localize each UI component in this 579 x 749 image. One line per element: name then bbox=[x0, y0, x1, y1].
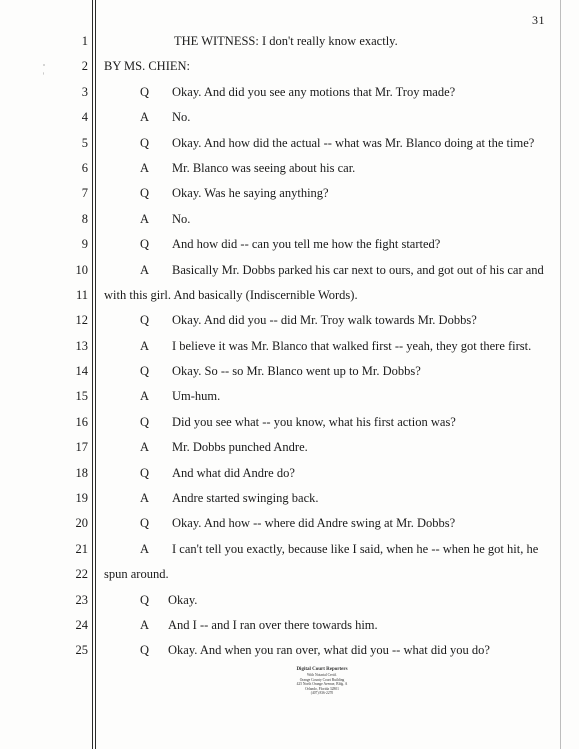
line-text: Did you see what -- you know, what his first action was? bbox=[172, 414, 456, 429]
speaker-label: A bbox=[140, 440, 150, 455]
line-text: Okay. Was he saying anything? bbox=[172, 186, 329, 201]
line-number: 15 bbox=[75, 389, 88, 404]
speaker-label: Q bbox=[140, 237, 150, 252]
line-text: BY MS. CHIEN: bbox=[104, 59, 191, 74]
line-number: 5 bbox=[81, 135, 88, 150]
line-number: 2 bbox=[81, 59, 88, 74]
transcript-line bbox=[0, 615, 579, 640]
speaker-label: Q bbox=[140, 643, 150, 658]
line-text: No. bbox=[172, 110, 191, 125]
speaker-label: A bbox=[140, 338, 150, 353]
transcript-line bbox=[0, 336, 579, 361]
line-number: 24 bbox=[75, 617, 88, 632]
line-text: Basically Mr. Dobbs parked his car next to ours, and got out of his car and bbox=[172, 262, 544, 277]
transcript-line bbox=[0, 82, 579, 107]
transcript-line bbox=[0, 234, 579, 259]
speaker-label: Q bbox=[140, 414, 150, 429]
speaker-label: Q bbox=[140, 84, 150, 99]
line-text: with this girl. And basically (Indiscernible Words). bbox=[104, 287, 358, 302]
line-text: THE WITNESS: I don't really know exactly. bbox=[174, 34, 398, 48]
reporter-address-line: 425 North Orange Avenue, Bldg. A bbox=[296, 682, 348, 687]
line-text: I believe it was Mr. Blanco that walked first -- yeah, they got there first. bbox=[172, 338, 532, 353]
transcript-line bbox=[0, 260, 579, 285]
line-number: 20 bbox=[75, 516, 88, 531]
speaker-label: A bbox=[140, 110, 150, 125]
line-text: And I -- and I ran over there towards him. bbox=[168, 617, 378, 632]
line-number: 4 bbox=[81, 110, 88, 125]
transcript-line bbox=[0, 463, 579, 488]
line-number: 19 bbox=[75, 491, 88, 506]
reporter-address-line: Orlando, Florida 32801 bbox=[305, 686, 339, 691]
speaker-label: A bbox=[140, 262, 150, 277]
line-number: 6 bbox=[81, 160, 88, 175]
court-reporter-stamp bbox=[277, 667, 367, 696]
speaker-label: Q bbox=[140, 516, 150, 531]
transcript-line bbox=[0, 158, 579, 183]
speaker-label: Q bbox=[140, 465, 150, 480]
line-text: Andre started swinging back. bbox=[172, 491, 319, 506]
line-text: Okay. And did you see any motions that Mr. Troy made? bbox=[172, 84, 456, 99]
line-text: No. bbox=[172, 211, 191, 226]
line-text: Okay. And when you ran over, what did you -- what did you do? bbox=[168, 643, 490, 658]
reporter-address-line: With Notarial Certif. bbox=[307, 673, 337, 677]
transcript-line bbox=[0, 56, 579, 81]
transcript-line bbox=[0, 209, 579, 234]
line-text: I can't tell you exactly, because like I said, when he -- when he got hit, he bbox=[172, 541, 539, 556]
transcript-line bbox=[0, 513, 579, 538]
line-text: Mr. Blanco was seeing about his car. bbox=[172, 160, 356, 175]
speaker-label: Q bbox=[140, 186, 150, 201]
reporter-address-line: (407) 836-2270 bbox=[310, 691, 334, 696]
page-number: 31 bbox=[532, 13, 545, 27]
transcript-line bbox=[0, 640, 579, 665]
speaker-label: A bbox=[140, 211, 150, 226]
transcript-line bbox=[0, 539, 579, 564]
transcript-line bbox=[0, 488, 579, 513]
line-number: 14 bbox=[75, 364, 88, 379]
line-text: And what did Andre do? bbox=[172, 465, 295, 480]
line-text: Okay. And how -- where did Andre swing at Mr. Dobbs? bbox=[172, 516, 456, 531]
line-text: Okay. So -- so Mr. Blanco went up to Mr. Dobbs? bbox=[172, 364, 421, 379]
line-number: 22 bbox=[75, 567, 88, 582]
line-number: 1 bbox=[81, 34, 88, 48]
speaker-label: Q bbox=[140, 364, 150, 379]
line-number: 3 bbox=[81, 84, 88, 99]
transcript-lines bbox=[0, 31, 579, 666]
transcript-line bbox=[0, 437, 579, 462]
speaker-label: Q bbox=[140, 592, 150, 607]
transcript-line bbox=[0, 183, 579, 208]
transcript-line bbox=[0, 361, 579, 386]
transcript-line bbox=[0, 386, 579, 411]
transcript-line bbox=[0, 285, 579, 310]
speaker-label: A bbox=[140, 541, 150, 556]
line-number: 18 bbox=[75, 465, 88, 480]
transcript-line bbox=[0, 31, 579, 56]
line-text: Okay. bbox=[168, 592, 198, 607]
line-number: 16 bbox=[75, 414, 88, 429]
line-number: 21 bbox=[75, 541, 88, 556]
line-text: Okay. And did you -- did Mr. Troy walk towards Mr. Dobbs? bbox=[172, 313, 477, 328]
transcript-line bbox=[0, 564, 579, 589]
line-number: 11 bbox=[75, 287, 88, 302]
transcript-line bbox=[0, 412, 579, 437]
transcript-line bbox=[0, 590, 579, 615]
speaker-label: A bbox=[140, 617, 150, 632]
transcript-line bbox=[0, 133, 579, 158]
reporter-address-line: Orange County Court Building bbox=[299, 677, 345, 682]
line-number: 9 bbox=[81, 237, 88, 252]
line-number: 8 bbox=[81, 211, 88, 226]
speaker-label: A bbox=[140, 491, 150, 506]
speaker-label: A bbox=[140, 389, 150, 404]
line-text: spun around. bbox=[104, 567, 169, 582]
transcript-line bbox=[0, 107, 579, 132]
line-number: 17 bbox=[75, 440, 88, 455]
line-text: Um-hum. bbox=[172, 389, 221, 404]
transcript-line bbox=[0, 310, 579, 335]
line-number: 7 bbox=[81, 186, 88, 201]
line-number: 12 bbox=[75, 313, 88, 328]
speaker-label: Q bbox=[140, 313, 150, 328]
line-text: Mr. Dobbs punched Andre. bbox=[172, 440, 308, 455]
speaker-label: Q bbox=[140, 135, 150, 150]
line-number: 10 bbox=[75, 262, 88, 277]
line-number: 25 bbox=[75, 643, 88, 658]
line-text: Okay. And how did the actual -- what was Mr. Blanco doing at the time? bbox=[172, 135, 535, 150]
line-number: 23 bbox=[75, 592, 88, 607]
line-text: And how did -- can you tell me how the fight started? bbox=[172, 237, 441, 252]
line-number: 13 bbox=[75, 338, 88, 353]
speaker-label: A bbox=[140, 160, 150, 175]
reporter-name: Digital Court Reporters bbox=[296, 667, 348, 672]
